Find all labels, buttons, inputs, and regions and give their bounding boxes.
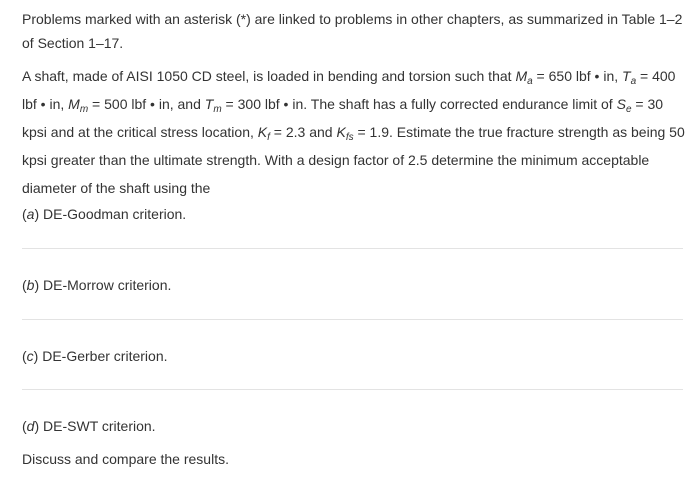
problem-text: = 2.3 and: [269, 124, 337, 140]
part-text: DE-Goodman criterion.: [39, 206, 187, 222]
part-letter: c: [26, 348, 34, 364]
symbol-T: T: [204, 96, 214, 112]
part-text: DE-SWT criterion.: [39, 418, 156, 434]
closing-text: Discuss and compare the results.: [22, 451, 229, 467]
subscript-m: m: [79, 104, 89, 115]
problem-text: = 650 lbf • in,: [532, 68, 623, 84]
problem-text: = 300 lbf • in. The shaft has a fully corrected endurance limit of: [221, 96, 617, 112]
paren-open: (: [22, 348, 27, 364]
problem-text: = 30 kpsi and at the critical stress location,: [22, 96, 664, 140]
part-letter: a: [26, 206, 35, 222]
subscript-fs: fs: [345, 132, 354, 143]
part-b: [22, 275, 171, 295]
part-text: DE-Gerber criterion.: [38, 348, 168, 364]
paren-open: (: [22, 418, 27, 434]
paren-open: (: [22, 277, 27, 293]
divider: [22, 319, 683, 320]
symbol-K: K: [336, 124, 346, 140]
symbol-M: M: [515, 68, 528, 84]
problem-text: A shaft, made of AISI 1050 CD steel, is loaded in bending and torsion such that: [22, 68, 516, 84]
problem-text: = 1.9. Estimate the true fracture strength as being 50 kpsi greater than the ultimate strength. With a design factor of 2.5 determine the minimum acceptable diameter of the shaft using the: [22, 124, 685, 196]
subscript-a: a: [527, 76, 533, 87]
symbol-S: S: [616, 96, 626, 112]
subscript-m: m: [213, 104, 222, 115]
problem-statement: [22, 62, 687, 202]
problem-text: = 500 lbf • in, and: [88, 96, 205, 112]
subscript-e: e: [625, 104, 632, 115]
part-text: DE-Morrow criterion.: [39, 277, 172, 293]
symbol-K: K: [257, 124, 268, 140]
paren-open: (: [22, 206, 27, 222]
paren-close: ): [34, 418, 40, 434]
part-d: [22, 416, 156, 436]
part-c: [22, 346, 168, 366]
subscript-f: f: [267, 132, 270, 143]
problem-text: = 400 lbf • in,: [22, 68, 676, 112]
part-a: [22, 204, 186, 224]
paren-close: ): [34, 277, 40, 293]
intro-note: Problems marked with an asterisk (*) are linked to problems in other chapters, as summarized in Table 1–2 of Section 1–17.: [22, 11, 683, 51]
part-letter: d: [26, 418, 35, 434]
divider: [22, 248, 683, 249]
subscript-a: a: [630, 76, 637, 87]
paren-close: ): [33, 348, 39, 364]
part-letter: b: [26, 277, 35, 293]
paren-close: ): [34, 206, 40, 222]
symbol-M: M: [68, 96, 80, 112]
divider: [22, 389, 683, 390]
symbol-T: T: [622, 68, 631, 84]
